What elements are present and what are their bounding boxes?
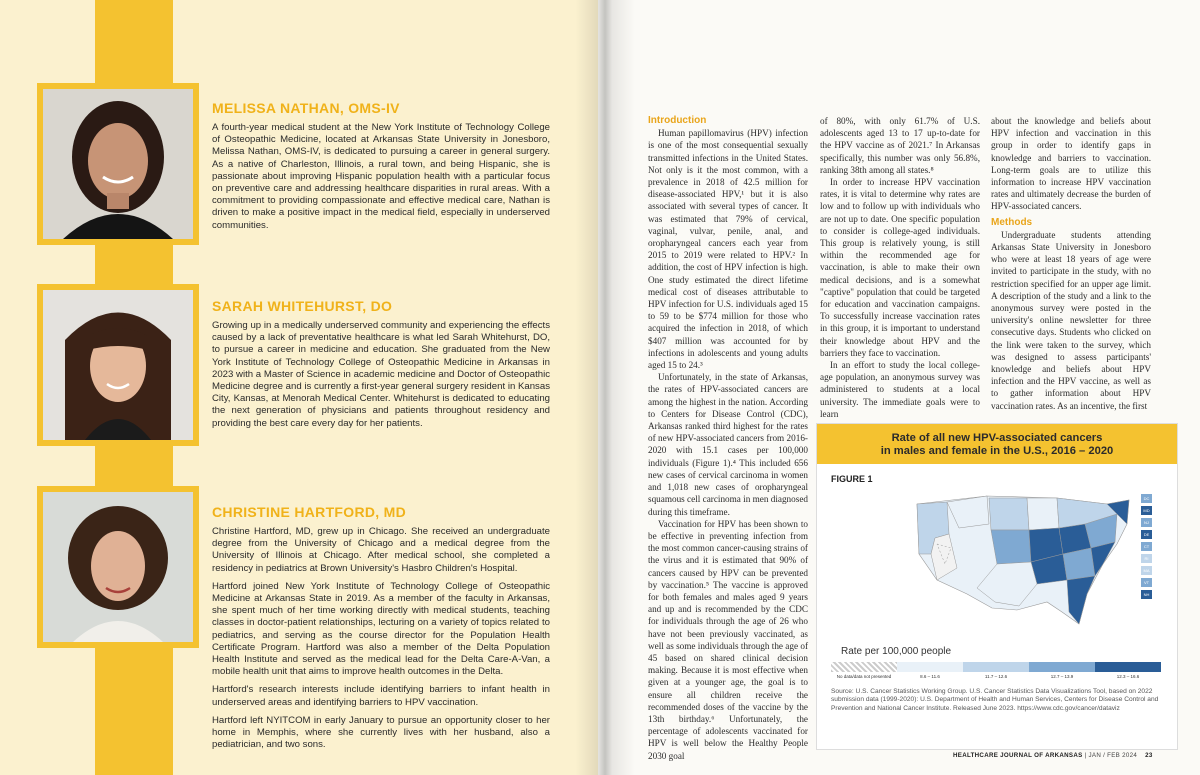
accent-bar-bottom: [95, 645, 173, 775]
footer-separator: |: [1084, 752, 1089, 759]
bio-melissa: [212, 100, 550, 238]
state-box: DC: [1141, 494, 1152, 503]
bio-name: CHRISTINE HARTFORD, MD: [212, 504, 407, 520]
state-box: MA: [1141, 566, 1152, 575]
bio-paragraph: Hartford left NYITCOM in early January to pursue an opportunity closer to her home in Memphis, where she currently lives with her husband, also a pediatrician, and two sons.: [212, 714, 550, 751]
legend-label: 8.6 – 11.6: [920, 674, 940, 679]
state-box: NJ: [1141, 518, 1152, 527]
article-column-1: [648, 115, 808, 762]
state-box: DE: [1141, 530, 1152, 539]
figure-title-line-2: in males and female in the U.S., 2016 – 2020: [880, 445, 1114, 457]
bio-name: SARAH WHITEHURST, DO: [212, 298, 393, 314]
article-paragraph: of 80%, with only 61.7% of U.S. adolescents aged 13 to 17 up-to-date for the HPV vaccine as of 2021.⁷ In Arkansas specifically, this number was only 56.8%, ranking 38th among all states.⁸: [820, 116, 980, 175]
right-page: [598, 0, 1200, 775]
figure-1: [816, 423, 1178, 750]
bio-paragraph: Hartford's research interests include identifying barriers to infant health in underserved areas and identifying barriers to HPV vaccination.: [212, 684, 550, 708]
footer-page-number: 23: [1145, 752, 1153, 759]
article-column-2: [820, 115, 980, 420]
footer-journal: HEALTHCARE JOURNAL OF ARKANSAS: [953, 752, 1083, 759]
legend-label: 11.7 – 12.6: [984, 674, 1008, 679]
state-box: MD: [1141, 506, 1152, 515]
figure-source: Source: U.S. Cancer Statistics Working Group. U.S. Cancer Statistics Data Visualizations Tool, based on 2022 submission data (1999-2020): U.S. Department of Health and Human Services, Centers for Disease Control and Prevention and National Cancer Institute. Released June 2023. https://www.cdc.gov/cancer/dataviz: [831, 688, 1159, 712]
portrait-frame-1: [37, 83, 199, 245]
small-states-key: [1141, 494, 1152, 602]
figure-title: [817, 432, 1177, 458]
bio-paragraph: Hartford joined New York Institute of Technology College of Osteopathic Medicine at Arkansas State in 2019. As a member of the faculty in Arkansas, she spent much of her time working directly with medical students, teaching classes in doctor-patient relationships, lecturing on a variety of topics related to pediatrics, and serving as the course director for the Population Health Certificate Program. Hartford was also a member of the Delta Population Health Institute and served as the medical lead for the Delta Care-A-Van, a mobile health unit that aims to improve health outcomes in the Delta.: [212, 580, 550, 678]
article-paragraph: about the knowledge and beliefs about HPV infection and vaccination in this group in order to identify gaps in knowledge and barriers to vaccination. Long-term goals are to utilize this information to increase HPV vaccination rates and ultimately decrease the burden of HPV-associated cancers.: [991, 116, 1151, 212]
article-paragraph: In order to increase HPV vaccination rates, it is vital to determine why rates are low and to follow up with individuals who are not up to date. One specific population to consider is college-aged individuals. This group is relatively young, is still within the recommended age for vaccination, is able to make their own medical decisions, and is a somewhat "captive" population that could be targeted for education and vaccination campaigns. To successfully increase vaccination rates in this group, it is important to understand their knowledge about HPV and the barriers they face to vaccination.: [820, 177, 980, 358]
legend-title: Rate per 100,000 people: [841, 646, 952, 657]
article-column-3: [991, 115, 1151, 412]
bio-christine: [212, 504, 550, 757]
article-paragraph: Unfortunately, in the state of Arkansas, the rates of HPV-associated cancers are among the highest in the nation. According to Centers for Disease Control (CDC), Arkansas ranked third highest for the rates of new HPV-associated cancers from 2016-2020 with 15.1 cases per 100,000 individuals (Figure 1).⁴ This included 656 new cases of cervical carcinoma in women and 1,018 new cases of oropharyngeal squamous cell carcinoma in men diagnosed during this timeframe.: [648, 372, 808, 517]
accent-bar-top: [95, 0, 173, 88]
legend-swatches: [831, 662, 1161, 672]
legend-labels: [831, 674, 1161, 679]
page-footer: [953, 752, 1153, 759]
accent-bar-mid1: [95, 245, 173, 285]
portrait-frame-3: [37, 486, 199, 648]
article-paragraph: Vaccination for HPV has been shown to be effective in preventing infection from the most common cancer-causing strains of the virus and it is estimated that 90% of cancers caused by HPV can be prevented by vaccination.⁵ The vaccine is approved for both females and males aged 9 years and up and is recommended by the CDC for individuals through the age of 26 who have not been previously vaccinated, as well as some individuals through the age of 45 based on shared clinical decision making. Because it is most effective when given at a younger age, the goal is to ensure all children receive the recommended doses of the vaccine by the 13th birthday.⁶ Unfortunately, the percentage of adolescents vaccinated for HPV is well below the Healthy People 2030 goal: [648, 518, 808, 761]
portrait-photo-sarah: [43, 290, 193, 440]
legend-swatch: [1029, 662, 1095, 672]
state-box: CT: [1141, 542, 1152, 551]
bio-sarah: [212, 298, 550, 436]
legend-label: 12.3 – 16.6: [1116, 674, 1140, 679]
bio-name: MELISSA NATHAN, OMS-IV: [212, 100, 400, 116]
portrait-photo-christine: [43, 492, 193, 642]
legend-swatch: [831, 662, 897, 672]
figure-label: FIGURE 1: [831, 474, 873, 484]
state-box: RI: [1141, 554, 1152, 563]
state-box: VT: [1141, 578, 1152, 587]
accent-bar-mid2: [95, 440, 173, 490]
portrait-frame-2: [37, 284, 199, 446]
footer-issue: JAN / FEB 2024: [1088, 752, 1138, 759]
left-page: [0, 0, 598, 775]
section-heading-introduction: Introduction: [648, 115, 707, 126]
article-paragraph: Human papillomavirus (HPV) infection is one of the most consequential sexually transmitted infections in the United States. Not only is it the most common, with a prevalence in 2018 of 42.5 million for disease-associated HPV,¹ but it is also associated with several types of cancer. It was estimated that 79% of cervical, vaginal, vulvar, penile, anal, and oropharyngeal cancers each year from 2015 to 2019 were related to HPV.² In addition, the cost of HPV infection is high. One study estimated the direct lifetime medical cost of diseases attributable to HPV infection for U.S. individuals aged 15 to 59 to be $774 million for those who acquired the infection in 2018, of which $407 million was accounted for by infections in adolescents and young adults aged 15 to 24.³: [648, 128, 808, 371]
section-heading-methods: Methods: [991, 216, 1033, 228]
portrait-photo-melissa: [43, 89, 193, 239]
article-paragraph: Undergraduate students attending Arkansas State University in Jonesboro who were at least 18 years of age were invited to participate in the study, with no restriction specified for an upper age limit. A description of the study and a link to the anonymous survey were posted in the university's online newsletter for three consecutive days. Students who clicked on the link were taken to the survey, which was designed to assess participants' knowledge and beliefs about HPV infection and the HPV vaccine, as well as to gather information about HPV vaccination rates. As an incentive, the first: [991, 229, 1151, 411]
figure-title-line-1: Rate of all new HPV-associated cancers: [891, 432, 1103, 444]
state-box: NH: [1141, 590, 1152, 599]
bio-paragraph: Christine Hartford, MD, grew up in Chicago. She received an undergraduate degree from the University of Chicago and a medical degree from the University of Illinois at Chicago. After medical school, she completed a residency in pediatrics at Brown University's Hasbro Children's Hospital.: [212, 526, 550, 574]
bio-paragraph: A fourth-year medical student at the New York Institute of Technology College of Osteopathic Medicine, located at Arkansas State University in Jonesboro, Melissa Nathan, OMS-IV, is dedicated to pursuing a career in general surgery. As a native of Charleston, Illinois, a rural town, and being Hispanic, she is passionate about improving Hispanic population health with a particular focus on preventive care and addressing healthcare disparities in rural areas. With a commitment to providing compassionate and effective medical care, Nathan is driven to make a positive impact in the medical field, especially in underserved communities.: [212, 122, 550, 231]
legend-swatch: [963, 662, 1029, 672]
legend-swatch: [897, 662, 963, 672]
legend-swatch: [1095, 662, 1161, 672]
article-paragraph: In an effort to study the local college-age population, an anonymous survey was administered to students at a local university. The immediate goals were to learn: [820, 360, 980, 419]
legend-label: 12.7 – 13.9: [1050, 674, 1074, 679]
bio-paragraph: Growing up in a medically underserved community and experiencing the effects caused by a lack of preventative healthcare is what led Sarah Whitehurst, DO, to pursue a career in medicine and education. She graduated from the New York Institute of Technology College of Osteopathic Medicine in Arkansas in 2023 with a Master of Science in academic medicine and Doctor of Osteopathic Medicine degree and is currently a first-year general surgery resident in Kansas City, Kansas, at Menorah Medical Center. Whitehurst is dedicated to educating the next generation of physicians and patients throughout residency and providing the best care every day for her patients.: [212, 320, 550, 429]
us-map: [907, 484, 1137, 634]
legend-label: No data/data not presented: [836, 674, 892, 679]
